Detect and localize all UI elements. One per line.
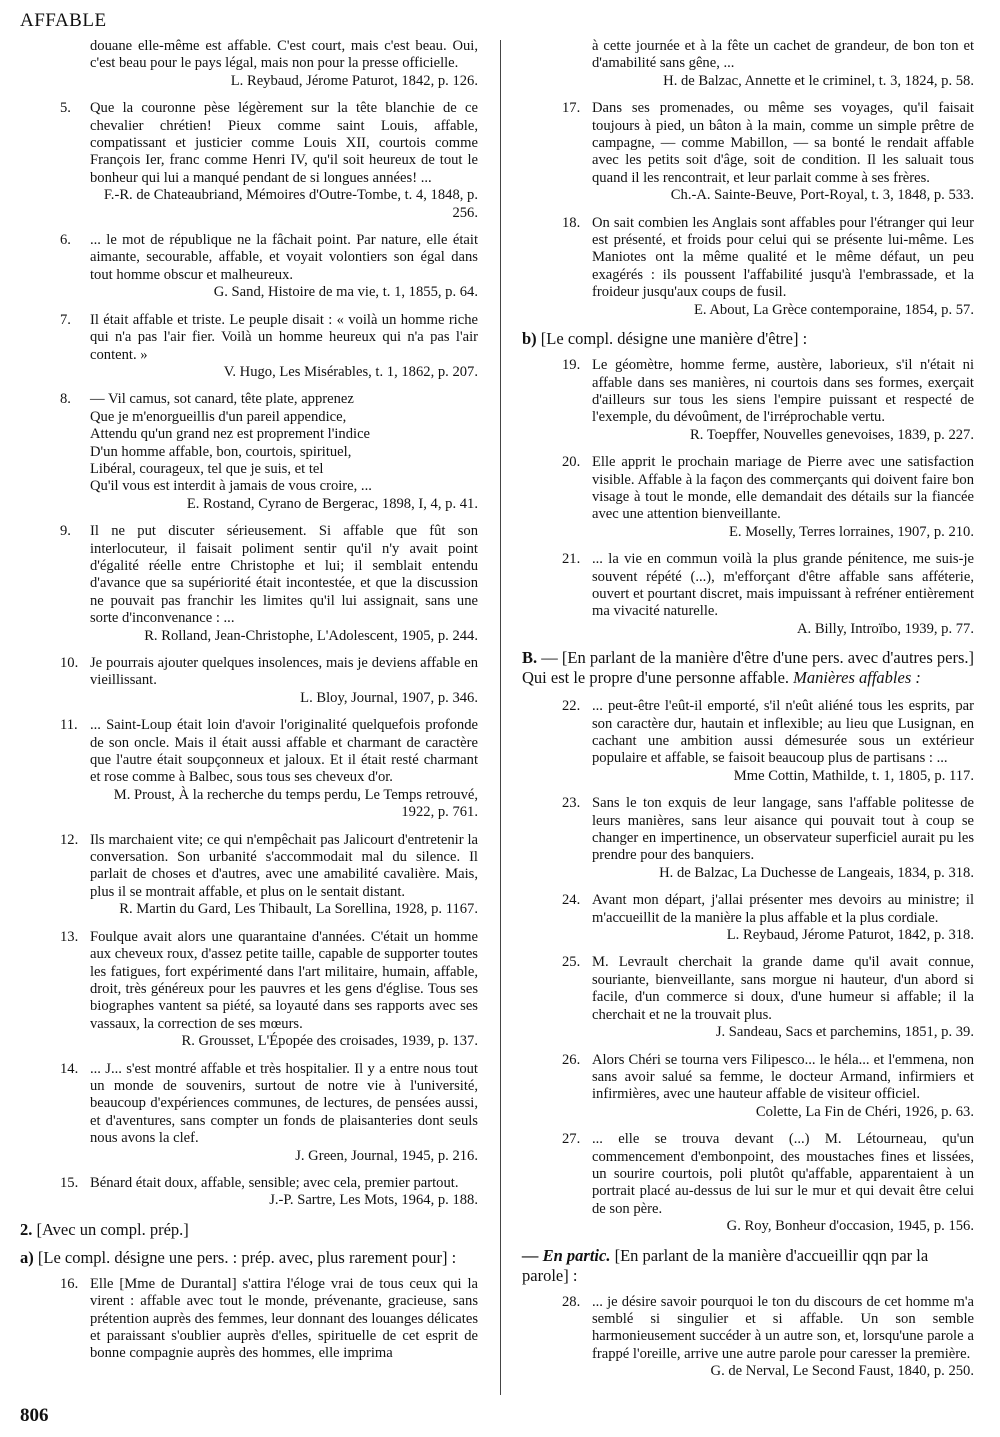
section-2b-heading	[522, 329, 974, 349]
example-entry	[20, 655, 478, 707]
example-number: 16.	[60, 1275, 79, 1292]
right-examples-tail	[522, 1294, 974, 1381]
example-quote: Bénard était doux, affable, sensible; avec cela, premier partout.	[90, 1174, 459, 1191]
example-source: G. Sand, Histoire de ma vie, t. 1, 1855, p. 64.	[213, 284, 478, 301]
example-number: 5.	[60, 100, 71, 117]
right-examples-b	[522, 357, 974, 638]
section-B-heading	[522, 648, 974, 688]
example-number: 15.	[60, 1174, 79, 1191]
example-entry	[20, 832, 478, 919]
example-entry	[20, 1061, 478, 1165]
page-number: 806	[20, 1405, 49, 1426]
example-quote: Sans le ton exquis de leur langage, sans l'affable politesse de leurs manières, sans leur aisance qui pouvait tout à coup se changer en impertinence, un observateur superficiel aurait pu les prendre pour des banquiers.	[592, 795, 974, 864]
example-number: 13.	[60, 928, 79, 945]
example-quote: M. Levrault cherchait la grande dame qu'il avait connue, souriante, bienveillante, sans morgue ni hauteur, d'un abord si facile, d'un commerce si doux, d'une humeur si affable; il la cherchait et ne la trouvait plus.	[592, 954, 974, 1023]
example-source: R. Toepffer, Nouvelles genevoises, 1839, p. 227.	[689, 426, 974, 443]
section-B-italic: Manières affables :	[793, 668, 921, 688]
example-quote: Dans ses promenades, ou même ses voyages, qu'il faisait toujours à pied, un bâton à la main, comme un simple prêtre de campagne, — comme Mabillon, — sa bonté le rendait affable avec les petits soit d'âge, soit de condition. Il les saluait tous quand il les rencontrait, et leur parlait comme à ses frères.	[592, 100, 974, 186]
example-quote: à cette journée et à la fête un cachet de grandeur, de bon ton et d'amabilité sans gêne, ...	[592, 38, 974, 72]
example-source: F.-R. de Chateaubriand, Mémoires d'Outre-Tombe, t. 4, 1848, p. 256.	[103, 187, 478, 221]
example-source: Colette, La Fin de Chéri, 1926, p. 63.	[755, 1103, 974, 1120]
section-2a-label: a)	[20, 1247, 34, 1267]
example-source: Mme Cottin, Mathilde, t. 1, 1805, p. 117.	[733, 767, 974, 784]
example-quote: Elle [Mme de Durantal] s'attira l'éloge vrai de tous ceux qui la virent : affable avec tout le monde, prévenante, gracieuse, sans prétention auprès des femmes, leur donnant des louanges délicates et paraissant s'oublier auprès d'elles, spirituelle de cet esprit de bonne compagnie auprès des hommes, elle imprima	[90, 1275, 478, 1362]
example-number: 18.	[562, 214, 581, 231]
example-number: 8.	[60, 391, 71, 408]
example-quote: Avant mon départ, j'allai présenter mes devoirs au ministre; il m'accueillit de la manière la plus affable et la plus cordiale.	[592, 892, 974, 926]
example-entry	[522, 357, 974, 444]
example-number: 23.	[562, 795, 581, 812]
example-number: 21.	[562, 551, 581, 568]
example-quote: Ils marchaient vite; ce qui n'empêchait pas Jalicourt d'entretenir la conversation. Son urbanité s'accommodait mal du silence. Il parlait de choses et d'autres, avec une amabilité cavalière. Mais, plus il se montrait affable, et plus on le sentait distant.	[90, 831, 478, 900]
section-2-heading	[20, 1220, 478, 1240]
example-number: 10.	[60, 655, 79, 671]
example-quote: ... J... s'est montré affable et très hospitalier. Il y a entre nous tout un monde de souvenirs, surtout de notre vie à l'université, beaucoup d'expériences communes, de lectures, de pensées aussi, et d'aventures, sans compter un fonds de plaisanteries dont seuls nous avons la clef.	[90, 1060, 478, 1147]
column-divider	[500, 40, 501, 1395]
example-number: 9.	[60, 523, 71, 540]
example-source: E. About, La Grèce contemporaine, 1854, p. 57.	[693, 301, 974, 318]
example-quote: ... je désire savoir pourquoi le ton du discours de cet homme m'a semblé si singulier et si affable. Un son semble harmonieusement succéder à un autre son, et, lorsqu'une parole a frappé l'oreille, arrive une autre parole pour caresser la première.	[592, 1293, 974, 1362]
example-source: J. Sandeau, Sacs et parchemins, 1851, p. 39.	[715, 1024, 974, 1041]
section-2b-label: b)	[522, 329, 537, 349]
example-entry	[20, 38, 478, 90]
example-number: 17.	[562, 100, 581, 117]
example-quote: Il était affable et triste. Le peuple disait : « voilà un homme riche qui n'a pas l'air fier. Voilà un homme heureux qui n'a pas l'air content. »	[90, 311, 478, 363]
example-quote: ... Saint-Loup était loin d'avoir l'originalité quelquefois profonde de son oncle. Mais il était aussi affable et charmant de caractère que l'autre était soupçonneux et jaloux. Et il était resté charmant et rose comme à Balbec, sous tous ses cheveux d'or.	[90, 717, 478, 786]
example-source: Ch.-A. Sainte-Beuve, Port-Royal, t. 3, 1848, p. 533.	[670, 187, 974, 204]
example-entry	[522, 454, 974, 541]
section-2b-text: [Le compl. désigne une manière d'être] :	[540, 329, 808, 349]
example-source: R. Rolland, Jean-Christophe, L'Adolescent, 1905, p. 244.	[144, 627, 478, 644]
section-partic-text: [En parlant de la manière d'accueillir qqn par la parole] :	[522, 1245, 929, 1285]
example-entry	[20, 1276, 478, 1363]
example-number: 26.	[562, 1051, 581, 1068]
section-2-text: [Avec un compl. prép.]	[36, 1219, 189, 1239]
example-quote: — Vil camus, sot canard, tête plate, apprenez Que je m'enorgueillis d'un pareil appendice, Attendu qu'un grand nez est proprement l'indice D'un homme affable, bon, courtois, spirituel, Libéral, courageux, tel que je suis, et tel Qu'il vous est interdit à jamais de vous croire, ...	[90, 391, 372, 495]
section-B-text: — [En parlant de la manière d'être d'une pers. avec d'autres pers.] Qui est le propre d'une personne affable.	[522, 648, 975, 688]
example-number: 12.	[60, 831, 79, 848]
example-quote: Alors Chéri se tourna vers Filipesco... le héla... et l'emmena, non sans avoir salué sa femme, le docteur Armand, infirmiers et infirmières, avec une hauteur affable de visiteur officiel.	[592, 1051, 974, 1103]
example-quote: Que la couronne pèse légèrement sur la tête blanchie de ce chevalier chrétien! Pieux comme saint Louis, affable, compatissant et justicier comme Louis XII, courtois comme François Ier, franc comme Henri IV, qu'il soit heureux de tout le bonheur qui lui a manqué pendant de si longues années! ...	[90, 100, 478, 186]
example-number: 14.	[60, 1060, 79, 1077]
example-quote: ... peut-être l'eût-il emporté, s'il n'eût aliéné tous les esprits, par son caractère dur, hautain et inflexible; au lieu que Lusignan, en cachant une ambition aussi démesurée sous un extérieur populaire et affable, se faisoit beaucoup plus de partisans : ...	[592, 698, 974, 767]
section-2a-heading	[20, 1248, 478, 1268]
example-entry	[522, 1131, 974, 1235]
example-source: G. Roy, Bonheur d'occasion, 1945, p. 156.	[726, 1218, 974, 1235]
example-entry	[522, 551, 974, 638]
example-entry	[522, 1294, 974, 1381]
example-quote: Il ne put discuter sérieusement. Si affable que fût son interlocuteur, il faisait poliment sentir qu'il n'y avait point d'égalité réelle entre Christophe et lui; il semblait entendu d'avance que sa supériorité était incontestée, et que la discussion ne pouvait pas franchir les limites qu'il lui assignait, sans une sorte d'inconvenance : ...	[90, 523, 478, 627]
example-quote: ... la vie en commun voilà la plus grande pénitence, me suis-je souvent répété (...), m'efforçant d'être affable sans afféterie, ouvert et pourtant discret, mais impuissant à refréner entièrement ma vivacité naturelle.	[592, 551, 974, 620]
section-B-label: B.	[522, 648, 538, 668]
section-2a-text: [Le compl. désigne une pers. : prép. avec, plus rarement pour] :	[37, 1247, 457, 1267]
example-source: G. de Nerval, Le Second Faust, 1840, p. 250.	[710, 1363, 974, 1380]
example-entry	[522, 795, 974, 882]
example-entry	[522, 215, 974, 319]
example-source: L. Bloy, Journal, 1907, p. 346.	[300, 689, 478, 706]
example-entry	[20, 391, 478, 513]
example-number: 22.	[562, 698, 581, 715]
example-entry	[522, 892, 974, 944]
example-source: M. Proust, À la recherche du temps perdu, Le Temps retrouvé, 1922, p. 761.	[113, 786, 478, 821]
example-entry	[20, 929, 478, 1051]
example-entry	[20, 312, 478, 382]
example-quote: douane elle-même est affable. C'est court, mais c'est beau. Oui, c'est beau pour le pays légal, mais non pour la presse officielle.	[90, 38, 478, 72]
example-quote: Elle apprit le prochain mariage de Pierre avec une satisfaction visible. Affable à la façon des commerçants qui doivent faire bon visage à tout le monde, elle demandait des détails sur la fiancée avec une attention bienveillante.	[592, 454, 974, 523]
example-entry	[20, 1175, 478, 1210]
example-number: 6.	[60, 232, 71, 249]
example-entry	[522, 954, 974, 1041]
example-number: 25.	[562, 954, 581, 971]
example-entry	[20, 100, 478, 222]
example-source: J.-P. Sartre, Les Mots, 1964, p. 188.	[269, 1192, 478, 1209]
section-partic-heading	[522, 1246, 974, 1286]
example-source: R. Martin du Gard, Les Thibault, La Sorellina, 1928, p. 1167.	[119, 901, 478, 918]
example-source: V. Hugo, Les Misérables, t. 1, 1862, p. 207.	[223, 363, 478, 380]
example-quote: ... elle se trouva devant (...) M. Létourneau, qu'un commencement d'embonpoint, des moustaches fines et lissées, un sourire courtois, poli plutôt qu'affable, apparentaient à un portrait placé au-dessus de lui sur le mur et qui devait être celui de son père.	[592, 1131, 974, 1217]
example-number: 24.	[562, 892, 581, 909]
left-examples	[20, 38, 478, 1210]
example-source: L. Reybaud, Jérome Paturot, 1842, p. 126.	[230, 72, 478, 89]
left-column	[20, 38, 478, 1373]
section-partic-label: — En partic.	[522, 1245, 611, 1265]
example-number: 19.	[562, 357, 581, 374]
example-entry	[522, 698, 974, 785]
example-source: E. Rostand, Cyrano de Bergerac, 1898, I, 4, p. 41.	[186, 495, 478, 512]
example-quote: Le géomètre, homme ferme, austère, laborieux, s'il n'était ni affable dans ses manières, ni courtois dans ses formes, exerçait d'ailleurs sur tous les siens l'empire puissant et respecté de l'exemple, du dévoûment, de l'irréprochable vertu.	[592, 357, 974, 426]
page-header-word: AFFABLE	[20, 10, 107, 31]
example-number: 27.	[562, 1131, 581, 1148]
example-quote: On sait combien les Anglais sont affables pour l'étranger qui leur est présenté, et froids pour celui qui se présente lui-même. Les Maniotes ont la même qualité et le même défaut, un peu exagérés : ils poussent l'affabilité jusqu'à l'embrassade, et la froideur jusqu'aux coups de fusil.	[592, 214, 974, 301]
example-quote: ... le mot de république ne la fâchait point. Par nature, elle était aimante, secourable, affable, et voyait volontiers son égal dans tout homme obscur et malheureux.	[90, 232, 478, 283]
example-source: A. Billy, Introïbo, 1939, p. 77.	[796, 620, 974, 637]
right-examples-head	[522, 38, 974, 319]
example-quote: Foulque avait alors une quarantaine d'années. C'était un homme aux cheveux roux, d'assez petite taille, capable de supporter toutes les fatigues, fort expérimenté dans l'art militaire, humain, affable, droit, très généreux pour les pauvres et les gens d'église. Tous ses biographes vantent sa piété, sa loyauté dans ses rapports avec ses vassaux, la correction de ses mœurs.	[90, 928, 478, 1032]
example-entry	[20, 717, 478, 821]
example-source: R. Grousset, L'Épopée des croisades, 1939, p. 137.	[181, 1033, 478, 1050]
example-number: 20.	[562, 454, 581, 471]
example-entry	[20, 523, 478, 645]
example-entry	[522, 38, 974, 90]
example-entry	[20, 232, 478, 302]
right-column	[522, 38, 974, 1391]
example-entry	[522, 100, 974, 204]
example-number: 7.	[60, 311, 71, 328]
example-number: 11.	[60, 717, 78, 734]
example-quote: Je pourrais ajouter quelques insolences, mais je deviens affable en vieillissant.	[90, 655, 478, 689]
example-source: E. Moselly, Terres lorraines, 1907, p. 210.	[728, 523, 974, 540]
example-source: J. Green, Journal, 1945, p. 216.	[295, 1147, 478, 1164]
example-source: H. de Balzac, La Duchesse de Langeais, 1834, p. 318.	[659, 864, 974, 881]
example-number: 28.	[562, 1293, 581, 1310]
example-entry	[522, 1052, 974, 1122]
left-examples-tail	[20, 1276, 478, 1363]
example-source: L. Reybaud, Jérome Paturot, 1842, p. 318.	[726, 927, 974, 944]
right-examples-B	[522, 698, 974, 1235]
example-source: H. de Balzac, Annette et le criminel, t. 3, 1824, p. 58.	[663, 72, 974, 89]
section-2-label: 2.	[20, 1219, 33, 1239]
